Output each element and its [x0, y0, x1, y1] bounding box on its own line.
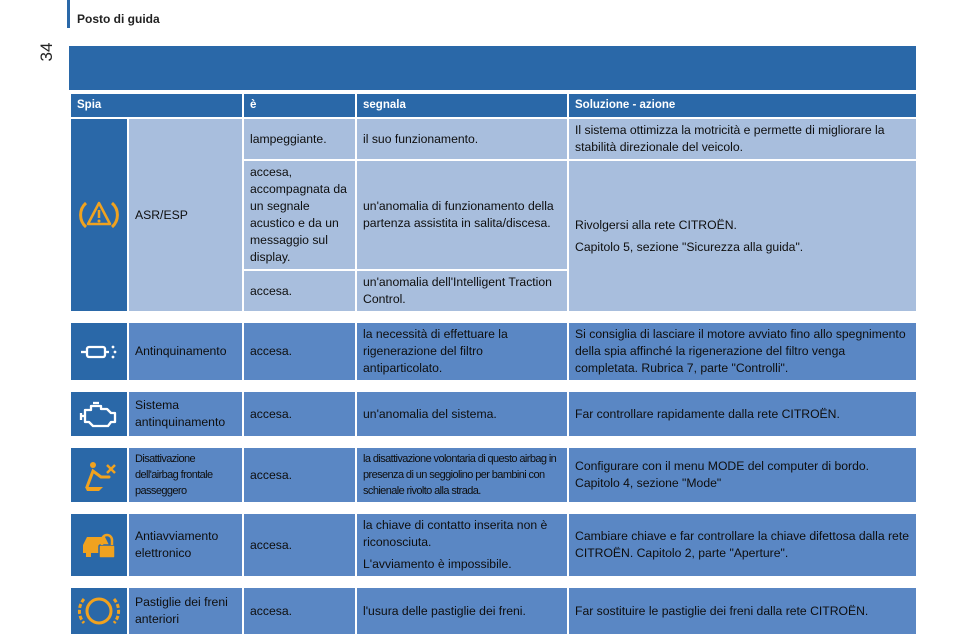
header-e: è	[243, 93, 356, 118]
car-lock-icon	[77, 525, 121, 565]
antiavv-name: Antiavviamento elettronico	[128, 513, 243, 577]
section-title: Posto di guida	[77, 12, 160, 26]
airbag-icon-cell	[70, 447, 128, 503]
asr-state-3: accesa.	[243, 270, 356, 312]
asr-solution-line-1: Rivolgersi alla rete CITROËN.	[575, 217, 737, 232]
antiavv-icon-cell	[70, 513, 128, 577]
airbag-name: Disattivazione dell'airbag frontale passeggero	[128, 447, 243, 503]
warning-triangle-icon	[77, 193, 121, 237]
antiavv-signal-line-1: la chiave di contatto inserita non è riconosciuta.	[363, 518, 548, 549]
sistema-icon-cell	[70, 391, 128, 437]
airbag-solution: Configurare con il menu MODE del computer di bordo. Capitolo 4, sezione "Mode"	[568, 447, 917, 503]
table-row	[70, 118, 917, 160]
asr-state-2: accesa, accompagnata da un segnale acustico e da un messaggio sul display.	[243, 160, 356, 270]
table-row	[70, 391, 917, 437]
table-row	[70, 322, 917, 381]
asr-signal-1: il suo funzionamento.	[356, 118, 568, 160]
page-number: 34	[37, 42, 56, 62]
header-bar	[67, 0, 70, 28]
engine-icon	[77, 396, 121, 432]
pastiglie-solution: Far sostituire le pastiglie dei freni dalla rete CITROËN.	[568, 587, 917, 635]
asr-solution-line-2: Capitolo 5, sezione "Sicurezza alla guida".	[575, 239, 804, 254]
header-spia: Spia	[70, 93, 243, 118]
airbag-off-icon	[77, 457, 121, 493]
asr-signal-2: un'anomalia di funzionamento della partenza assistita in salita/discesa.	[356, 160, 568, 270]
title-band	[69, 46, 916, 90]
asr-signal-3: un'anomalia dell'Intelligent Traction Control.	[356, 270, 568, 312]
table-row	[70, 447, 917, 503]
airbag-state: accesa.	[243, 447, 356, 503]
antiavv-state: accesa.	[243, 513, 356, 577]
antinq-name: Antinquinamento	[128, 322, 243, 381]
table-row	[70, 513, 917, 577]
pastiglie-name: Pastiglie dei freni anteriori	[128, 587, 243, 635]
sistema-solution: Far controllare rapidamente dalla rete CITROËN.	[568, 391, 917, 437]
pastiglie-icon-cell	[70, 587, 128, 635]
antinq-icon-cell	[70, 322, 128, 381]
pastiglie-signal: l'usura delle pastiglie dei freni.	[356, 587, 568, 635]
antiavv-signal	[356, 513, 568, 577]
asr-solution-1: Il sistema ottimizza la motricità e permette di migliorare la stabilità direzionale del veicolo.	[568, 118, 917, 160]
table-row	[70, 587, 917, 635]
particle-filter-icon	[77, 337, 121, 367]
sistema-signal: un'anomalia del sistema.	[356, 391, 568, 437]
antiavv-solution: Cambiare chiave e far controllare la chiave difettosa dalla rete CITROËN. Capitolo 2, parte "Aperture".	[568, 513, 917, 577]
asr-solution-2	[568, 160, 917, 312]
brake-pad-icon	[77, 591, 121, 631]
antinq-signal: la necessità di effettuare la rigenerazione del filtro antiparticolato.	[356, 322, 568, 381]
warning-lights-table	[69, 92, 918, 636]
airbag-signal: la disattivazione volontaria di questo airbag in presenza di un seggiolino per bambini con schienale rivolto alla strada.	[356, 447, 568, 503]
header-segnala: segnala	[356, 93, 568, 118]
asr-name: ASR/ESP	[128, 118, 243, 312]
antinq-solution: Si consiglia di lasciare il motore avviato fino allo spegnimento della spia affinché la rigenerazione del filtro venga completata. Rubrica 7, parte "Controlli".	[568, 322, 917, 381]
sistema-state: accesa.	[243, 391, 356, 437]
table-header-row	[70, 93, 917, 118]
pastiglie-state: accesa.	[243, 587, 356, 635]
asr-state-1: lampeggiante.	[243, 118, 356, 160]
antinq-state: accesa.	[243, 322, 356, 381]
asr-icon-cell	[70, 118, 128, 312]
sistema-name: Sistema antinquinamento	[128, 391, 243, 437]
header-soluzione: Soluzione - azione	[568, 93, 917, 118]
antiavv-signal-line-2: L'avviamento è impossibile.	[363, 557, 512, 571]
